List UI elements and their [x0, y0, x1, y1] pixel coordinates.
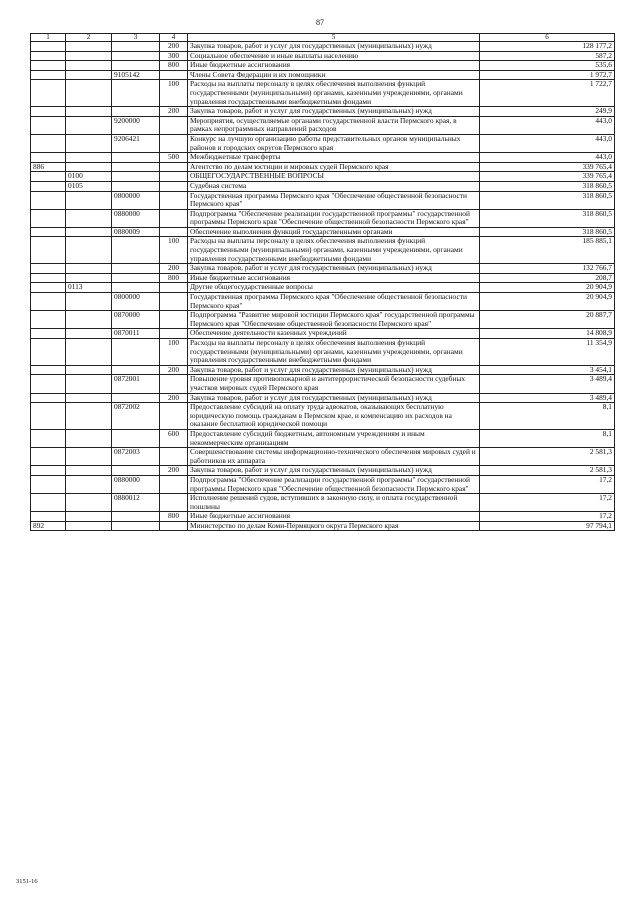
expense-type-code-cell — [160, 311, 188, 329]
target-article-code-cell — [112, 42, 160, 52]
ministry-code-cell: 892 — [31, 521, 66, 531]
description-cell: Иные бюджетные ассигнования — [188, 512, 480, 522]
table-row — [31, 209, 615, 227]
expense-type-code-cell: 100 — [160, 80, 188, 107]
amount-cell: 8,1 — [480, 429, 615, 447]
target-article-code-cell — [112, 162, 160, 172]
amount-cell: 20 904,9 — [480, 293, 615, 311]
amount-cell: 2 581,3 — [480, 448, 615, 466]
ministry-code-cell — [31, 51, 66, 61]
expense-type-code-cell — [160, 162, 188, 172]
ministry-code-cell — [31, 209, 66, 227]
section-code-cell — [66, 80, 112, 107]
ministry-code-cell — [31, 365, 66, 375]
amount-cell: 185 885,1 — [480, 237, 615, 264]
ministry-code-cell — [31, 273, 66, 283]
expense-type-code-cell — [160, 134, 188, 152]
table-row — [31, 191, 615, 209]
section-code-cell: 0105 — [66, 181, 112, 191]
table-row — [31, 512, 615, 522]
ministry-code-cell — [31, 80, 66, 107]
target-article-code-cell — [112, 264, 160, 274]
expense-type-code-cell: 200 — [160, 107, 188, 117]
expense-type-code-cell — [160, 191, 188, 209]
table-row — [31, 264, 615, 274]
section-code-cell — [66, 70, 112, 80]
section-code-cell — [66, 365, 112, 375]
ministry-code-cell — [31, 61, 66, 71]
column-header-5: 5 — [188, 34, 480, 42]
amount-cell: 17,2 — [480, 475, 615, 493]
target-article-code-cell — [112, 512, 160, 522]
ministry-code-cell — [31, 393, 66, 403]
description-cell: Обеспечение выполнения функций государственными органами — [188, 227, 480, 237]
section-code-cell — [66, 393, 112, 403]
expense-type-code-cell — [160, 293, 188, 311]
target-article-code-cell: 0872003 — [112, 448, 160, 466]
target-article-code-cell: 0880000 — [112, 209, 160, 227]
amount-cell: 1 722,7 — [480, 80, 615, 107]
description-cell: Судебная система — [188, 181, 480, 191]
section-code-cell — [66, 237, 112, 264]
ministry-code-cell — [31, 283, 66, 293]
description-cell: Расходы на выплаты персоналу в целях обеспечения выполнения функций государственными (муниципальными) органами, казенными учреждениями, органами управления государственными внебюджетными фондами — [188, 339, 480, 366]
amount-cell: 3 489,4 — [480, 393, 615, 403]
amount-cell: 20 904,9 — [480, 283, 615, 293]
ministry-code-cell — [31, 107, 66, 117]
description-cell: ОБЩЕГОСУДАРСТВЕННЫЕ ВОПРОСЫ — [188, 172, 480, 182]
column-header-4: 4 — [160, 34, 188, 42]
target-article-code-cell — [112, 237, 160, 264]
section-code-cell — [66, 475, 112, 493]
amount-cell: 318 860,5 — [480, 191, 615, 209]
amount-cell: 535,6 — [480, 61, 615, 71]
expense-type-code-cell — [160, 521, 188, 531]
section-code-cell — [66, 153, 112, 163]
table-row — [31, 116, 615, 134]
table-row — [31, 293, 615, 311]
ministry-code-cell — [31, 181, 66, 191]
expense-type-code-cell: 300 — [160, 51, 188, 61]
expense-type-code-cell — [160, 494, 188, 512]
amount-cell: 132 766,7 — [480, 264, 615, 274]
description-cell: Агентство по делам юстиции и мировых судей Пермского края — [188, 162, 480, 172]
expense-type-code-cell — [160, 172, 188, 182]
amount-cell: 17,2 — [480, 512, 615, 522]
amount-cell: 208,7 — [480, 273, 615, 283]
section-code-cell — [66, 107, 112, 117]
expense-type-code-cell: 500 — [160, 153, 188, 163]
section-code-cell — [66, 61, 112, 71]
section-code-cell — [66, 339, 112, 366]
target-article-code-cell: 0872002 — [112, 403, 160, 430]
amount-cell: 249,9 — [480, 107, 615, 117]
description-cell: Подпрограмма "Обеспечение реализации государственной программы" государственной программы Пермского края "Обеспечение общественной безопасности Пермского края" — [188, 209, 480, 227]
expense-type-code-cell: 800 — [160, 273, 188, 283]
amount-cell: 8,1 — [480, 403, 615, 430]
ministry-code-cell — [31, 264, 66, 274]
expense-type-code-cell: 800 — [160, 512, 188, 522]
expense-type-code-cell — [160, 448, 188, 466]
target-article-code-cell — [112, 466, 160, 476]
section-code-cell: 0100 — [66, 172, 112, 182]
target-article-code-cell: 9206421 — [112, 134, 160, 152]
expense-type-code-cell — [160, 283, 188, 293]
ministry-code-cell — [31, 227, 66, 237]
target-article-code-cell: 0872001 — [112, 375, 160, 393]
table-row — [31, 181, 615, 191]
target-article-code-cell — [112, 51, 160, 61]
table-row — [31, 429, 615, 447]
description-cell: Подпрограмма "Обеспечение реализации государственной программы" государственной программы Пермского края "Обеспечение общественной безопасности Пермского края" — [188, 475, 480, 493]
table-row — [31, 61, 615, 71]
expense-type-code-cell — [160, 403, 188, 430]
section-code-cell — [66, 42, 112, 52]
description-cell: Конкурс на лучшую организацию работы представительных органов муниципальных районов и городских округов Пермского края — [188, 134, 480, 152]
table-row — [31, 521, 615, 531]
ministry-code-cell — [31, 116, 66, 134]
description-cell: Расходы на выплаты персоналу в целях обеспечения выполнения функций государственными (муниципальными) органами, казенными учреждениями, органами управления государственными внебюджетными фондами — [188, 80, 480, 107]
target-article-code-cell — [112, 521, 160, 531]
ministry-code-cell — [31, 134, 66, 152]
target-article-code-cell: 0800000 — [112, 191, 160, 209]
expense-type-code-cell: 200 — [160, 42, 188, 52]
table-row — [31, 311, 615, 329]
ministry-code-cell — [31, 494, 66, 512]
amount-cell: 128 177,2 — [480, 42, 615, 52]
target-article-code-cell — [112, 107, 160, 117]
section-code-cell — [66, 429, 112, 447]
column-header-1: 1 — [31, 34, 66, 42]
expense-type-code-cell: 200 — [160, 466, 188, 476]
target-article-code-cell — [112, 61, 160, 71]
table-row — [31, 134, 615, 152]
amount-cell: 3 489,4 — [480, 375, 615, 393]
amount-cell: 443,0 — [480, 153, 615, 163]
expense-type-code-cell — [160, 181, 188, 191]
ministry-code-cell — [31, 172, 66, 182]
section-code-cell — [66, 116, 112, 134]
description-cell: Закупка товаров, работ и услуг для государственных (муниципальных) нужд — [188, 365, 480, 375]
expense-type-code-cell: 200 — [160, 365, 188, 375]
description-cell: Члены Совета Федерации и их помощники — [188, 70, 480, 80]
description-cell: Подпрограмма "Развитие мировой юстиции Пермского края" государственной программы Пермского края "Обеспечение общественной безопасности Пермского края" — [188, 311, 480, 329]
section-code-cell — [66, 375, 112, 393]
ministry-code-cell — [31, 375, 66, 393]
description-cell: Закупка товаров, работ и услуг для государственных (муниципальных) нужд — [188, 107, 480, 117]
expense-type-code-cell: 200 — [160, 264, 188, 274]
ministry-code-cell — [31, 311, 66, 329]
section-code-cell — [66, 448, 112, 466]
description-cell: Государственная программа Пермского края "Обеспечение общественной безопасности Пермского края" — [188, 293, 480, 311]
description-cell: Предоставление субсидий бюджетным, автономным учреждениям и иным некоммерческим организациям — [188, 429, 480, 447]
ministry-code-cell — [31, 70, 66, 80]
target-article-code-cell: 0870011 — [112, 329, 160, 339]
section-code-cell — [66, 191, 112, 209]
target-article-code-cell: 9105142 — [112, 70, 160, 80]
description-cell: Предоставление субсидий на оплату труда адвокатов, оказывающих бесплатную юридическую помощь гражданам в Пермском крае, и компенсацию их расходов на оказание бесплатной юридической помощи — [188, 403, 480, 430]
ministry-code-cell — [31, 329, 66, 339]
description-cell: Другие общегосударственные вопросы — [188, 283, 480, 293]
page-number: 87 — [316, 18, 324, 27]
expense-type-code-cell — [160, 209, 188, 227]
table-row — [31, 403, 615, 430]
budget-table — [30, 33, 615, 531]
target-article-code-cell: 0800000 — [112, 293, 160, 311]
amount-cell: 14 808,9 — [480, 329, 615, 339]
amount-cell: 20 887,7 — [480, 311, 615, 329]
amount-cell: 97 794,1 — [480, 521, 615, 531]
table-row — [31, 107, 615, 117]
description-cell: Министерство по делам Коми-Пермяцкого округа Пермского края — [188, 521, 480, 531]
target-article-code-cell — [112, 172, 160, 182]
description-cell: Исполнение решений судов, вступивших в законную силу, и оплата государственной пошлины — [188, 494, 480, 512]
ministry-code-cell — [31, 475, 66, 493]
ministry-code-cell — [31, 339, 66, 366]
table-row — [31, 494, 615, 512]
section-code-cell — [66, 264, 112, 274]
expense-type-code-cell — [160, 475, 188, 493]
table-row — [31, 172, 615, 182]
section-code-cell — [66, 512, 112, 522]
description-cell: Совершенствование системы информационно-технического обеспечения мировых судей и работников их аппарата — [188, 448, 480, 466]
target-article-code-cell: 0880009 — [112, 227, 160, 237]
ministry-code-cell — [31, 448, 66, 466]
table-row — [31, 339, 615, 366]
target-article-code-cell — [112, 339, 160, 366]
amount-cell: 1 972,7 — [480, 70, 615, 80]
amount-cell: 339 765,4 — [480, 162, 615, 172]
target-article-code-cell: 0880000 — [112, 475, 160, 493]
amount-cell: 318 860,5 — [480, 227, 615, 237]
amount-cell: 443,0 — [480, 116, 615, 134]
ministry-code-cell — [31, 293, 66, 311]
description-cell: Закупка товаров, работ и услуг для государственных (муниципальных) нужд — [188, 466, 480, 476]
ministry-code-cell — [31, 403, 66, 430]
description-cell: Иные бюджетные ассигнования — [188, 61, 480, 71]
ministry-code-cell — [31, 42, 66, 52]
section-code-cell — [66, 209, 112, 227]
description-cell: Закупка товаров, работ и услуг для государственных (муниципальных) нужд — [188, 264, 480, 274]
ministry-code-cell — [31, 429, 66, 447]
section-code-cell — [66, 494, 112, 512]
ministry-code-cell — [31, 512, 66, 522]
table-row — [31, 51, 615, 61]
target-article-code-cell: 0880012 — [112, 494, 160, 512]
table-row — [31, 237, 615, 264]
ministry-code-cell — [31, 153, 66, 163]
column-header-6: 6 — [480, 34, 615, 42]
section-code-cell — [66, 329, 112, 339]
table-row — [31, 80, 615, 107]
description-cell: Повышение уровня противопожарной и антитеррористической безопасности судебных участков мировых судей Пермского края — [188, 375, 480, 393]
table-row — [31, 375, 615, 393]
ministry-code-cell — [31, 237, 66, 264]
table-row — [31, 42, 615, 52]
description-cell: Закупка товаров, работ и услуг для государственных (муниципальных) нужд — [188, 42, 480, 52]
target-article-code-cell — [112, 181, 160, 191]
description-cell: Мероприятия, осуществляемые органами государственной власти Пермского края, в рамках непрограммных направлений расходов — [188, 116, 480, 134]
description-cell: Обеспечение деятельности казенных учреждений — [188, 329, 480, 339]
amount-cell: 587,2 — [480, 51, 615, 61]
description-cell: Социальное обеспечение и иные выплаты населению — [188, 51, 480, 61]
section-code-cell: 0113 — [66, 283, 112, 293]
target-article-code-cell — [112, 153, 160, 163]
target-article-code-cell — [112, 80, 160, 107]
amount-cell: 318 860,5 — [480, 209, 615, 227]
expense-type-code-cell: 200 — [160, 393, 188, 403]
description-cell: Иные бюджетные ассигнования — [188, 273, 480, 283]
expense-type-code-cell: 800 — [160, 61, 188, 71]
ministry-code-cell — [31, 466, 66, 476]
column-header-3: 3 — [112, 34, 160, 42]
expense-type-code-cell — [160, 116, 188, 134]
target-article-code-cell: 9200000 — [112, 116, 160, 134]
section-code-cell — [66, 311, 112, 329]
amount-cell: 339 765,4 — [480, 172, 615, 182]
table-row — [31, 273, 615, 283]
ministry-code-cell — [31, 191, 66, 209]
table-row — [31, 448, 615, 466]
section-code-cell — [66, 227, 112, 237]
target-article-code-cell — [112, 429, 160, 447]
description-cell: Государственная программа Пермского края "Обеспечение общественной безопасности Пермского края" — [188, 191, 480, 209]
expense-type-code-cell: 100 — [160, 237, 188, 264]
amount-cell: 318 860,5 — [480, 181, 615, 191]
amount-cell: 2 581,3 — [480, 466, 615, 476]
expense-type-code-cell: 600 — [160, 429, 188, 447]
section-code-cell — [66, 134, 112, 152]
table-body — [31, 42, 615, 531]
section-code-cell — [66, 293, 112, 311]
amount-cell: 443,0 — [480, 134, 615, 152]
target-article-code-cell — [112, 273, 160, 283]
expense-type-code-cell: 100 — [160, 339, 188, 366]
expense-type-code-cell — [160, 375, 188, 393]
target-article-code-cell: 0870000 — [112, 311, 160, 329]
description-cell: Расходы на выплаты персоналу в целях обеспечения выполнения функций государственными (муниципальными) органами, казенными учреждениями, органами управления государственными внебюджетными фондами — [188, 237, 480, 264]
ministry-code-cell: 886 — [31, 162, 66, 172]
table-row — [31, 153, 615, 163]
section-code-cell — [66, 403, 112, 430]
section-code-cell — [66, 466, 112, 476]
section-code-cell — [66, 521, 112, 531]
amount-cell: 17,2 — [480, 494, 615, 512]
description-cell: Закупка товаров, работ и услуг для государственных (муниципальных) нужд — [188, 393, 480, 403]
table-row — [31, 475, 615, 493]
description-cell: Межбюджетные трансферты — [188, 153, 480, 163]
footer-code: 3151-16 — [16, 878, 38, 885]
section-code-cell — [66, 51, 112, 61]
amount-cell: 11 354,9 — [480, 339, 615, 366]
column-header-2: 2 — [66, 34, 112, 42]
amount-cell: 3 454,1 — [480, 365, 615, 375]
table-row — [31, 466, 615, 476]
